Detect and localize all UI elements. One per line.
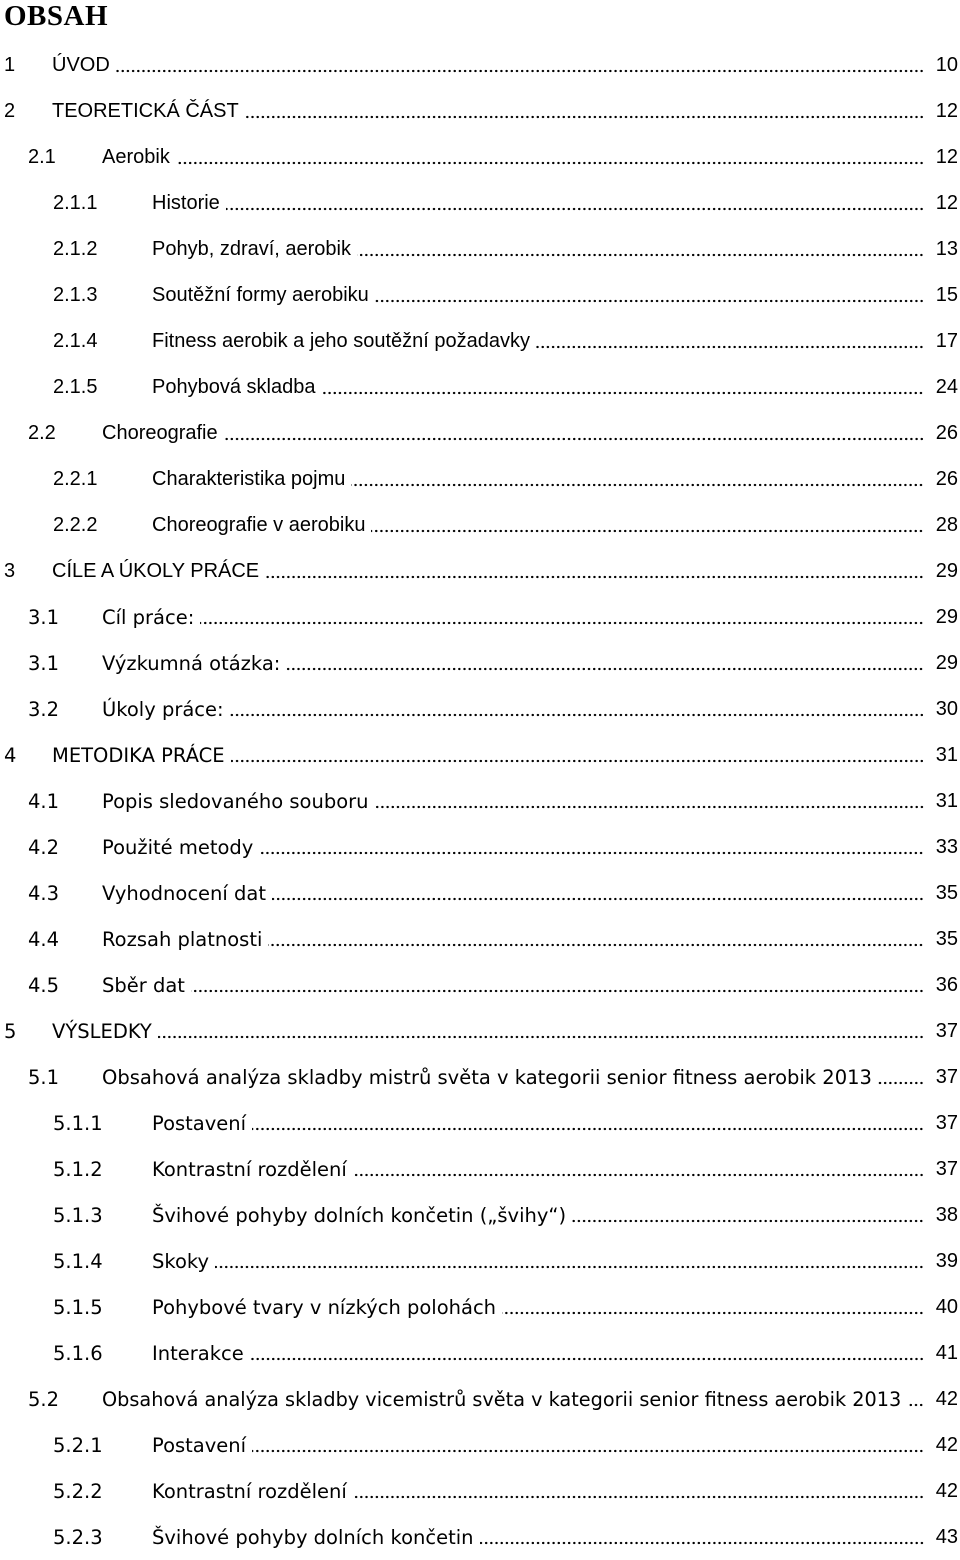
toc-entry-number: 5.1.4: [53, 1249, 103, 1273]
toc-entry-title: Pohybová skladba: [152, 375, 316, 398]
toc-entry-title: Fitness aerobik a jeho soutěžní požadavky: [152, 329, 530, 352]
toc-entry-page: 29: [935, 605, 958, 628]
toc-entry-page: 17: [935, 329, 958, 352]
toc-entry-number: 3: [4, 559, 16, 582]
dot-leader: [224, 436, 924, 442]
toc-entry-title: TEORETICKÁ ČÁST: [52, 99, 239, 122]
toc-entry-page: 37: [935, 1111, 958, 1134]
toc-entry-number: 2.1: [28, 145, 56, 168]
dot-leader: [245, 114, 924, 120]
dot-leader: [116, 68, 924, 74]
toc-entry-title: Historie: [152, 191, 220, 214]
toc-entry-title: Skoky: [152, 1249, 210, 1273]
dot-leader: [878, 1080, 924, 1086]
dot-leader: [371, 528, 924, 534]
toc-entry-2-1-2[interactable]: [0, 226, 960, 272]
toc-entry-4[interactable]: [0, 732, 960, 778]
toc-entry-title: Popis sledovaného souboru: [102, 789, 369, 813]
toc-entry-title: ÚVOD: [52, 53, 110, 76]
toc-entry-number: 5.1: [28, 1065, 60, 1089]
toc-entry-4-2[interactable]: [0, 824, 960, 870]
toc-entry-number: 5.1.5: [53, 1295, 103, 1319]
toc-entry-5-2-2[interactable]: [0, 1468, 960, 1514]
toc-entry-4-1[interactable]: [0, 778, 960, 824]
toc-entry-title: Úkoly práce:: [102, 697, 224, 721]
toc-entry-page: 12: [935, 99, 958, 122]
toc-entry-page: 12: [935, 145, 958, 168]
toc-entry-page: 36: [935, 973, 958, 996]
dot-leader: [375, 804, 925, 810]
toc-entry-page: 31: [935, 743, 958, 766]
toc-entry-5-1[interactable]: [0, 1054, 960, 1100]
toc-entry-title: Vyhodnocení dat: [102, 881, 266, 905]
toc-entry-number: 2.1.2: [53, 237, 98, 260]
toc-entry-page: 37: [935, 1019, 958, 1042]
toc-entry-5-2-3[interactable]: [0, 1514, 960, 1560]
dot-leader: [272, 896, 924, 902]
toc-entry-4-5[interactable]: [0, 962, 960, 1008]
toc-entry-title: Kontrastní rozdělení: [152, 1479, 347, 1503]
dot-leader: [265, 574, 924, 580]
toc-entry-number: 5.1.1: [53, 1111, 103, 1135]
toc-entry-2-2-1[interactable]: [0, 456, 960, 502]
toc-entry-page: 40: [935, 1295, 958, 1318]
toc-entry-5-1-3[interactable]: [0, 1192, 960, 1238]
toc-entry-number: 4: [4, 743, 17, 767]
dot-leader: [353, 1172, 924, 1178]
toc-entry-2-1-5[interactable]: [0, 364, 960, 410]
toc-entry-3-2[interactable]: [0, 686, 960, 732]
toc-entry-page: 42: [935, 1433, 958, 1456]
toc-entry-number: 5.1.3: [53, 1203, 103, 1227]
toc-entry-3-1-question[interactable]: [0, 640, 960, 686]
toc-entry-number: 5.1.2: [53, 1157, 103, 1181]
toc-entry-number: 3.2: [28, 697, 60, 721]
toc-entry-page: 31: [935, 789, 958, 812]
toc-entry-title: Interakce: [152, 1341, 244, 1365]
toc-entry-number: 2: [4, 99, 16, 122]
toc-entry-number: 5.1.6: [53, 1341, 103, 1365]
toc-entry-title: Choreografie: [102, 421, 218, 444]
dot-leader: [321, 390, 924, 396]
toc-entry-title: Výzkumná otázka:: [102, 651, 281, 675]
toc-entry-page: 33: [935, 835, 958, 858]
toc-entry-page: 12: [935, 191, 958, 214]
dot-leader: [480, 1540, 925, 1546]
dot-leader: [158, 1034, 924, 1040]
toc-entry-title: Sběr dat: [102, 973, 185, 997]
dot-leader: [231, 758, 924, 764]
toc-entry-number: 4.2: [28, 835, 60, 859]
toc-entry-title: Soutěžní formy aerobiku: [152, 283, 369, 306]
toc-entry-title: Obsahová analýza skladby vicemistrů světa v kategorii senior fitness aerobik 2013: [102, 1387, 902, 1411]
toc-entry-title: Cíl práce:: [102, 605, 195, 629]
toc-entry-number: 2.2.2: [53, 513, 98, 536]
toc-entry-4-4[interactable]: [0, 916, 960, 962]
toc-entry-title: Pohybové tvary v nízkých polohách: [152, 1295, 497, 1319]
toc-entry-title: Choreografie v aerobiku: [152, 513, 366, 536]
toc-entry-title: Švihové pohyby dolních končetin („švihy“): [152, 1203, 567, 1227]
dot-leader: [375, 298, 924, 304]
toc-entry-title: Postavení: [152, 1433, 247, 1457]
toc-entry-number: 5.2.2: [53, 1479, 103, 1503]
toc-entry-page: 35: [935, 927, 958, 950]
toc-entry-page: 38: [935, 1203, 958, 1226]
toc-entry-page: 37: [935, 1065, 958, 1088]
toc-entry-page: 39: [935, 1249, 958, 1272]
toc-entry-page: 42: [935, 1387, 958, 1410]
toc-entry-3[interactable]: [0, 548, 960, 594]
dot-leader: [572, 1218, 924, 1224]
toc-entry-2[interactable]: [0, 88, 960, 134]
dot-leader: [176, 160, 924, 166]
toc-entry-3-1[interactable]: [0, 594, 960, 640]
dot-leader: [250, 1356, 924, 1362]
toc-entry-number: 1: [4, 53, 16, 76]
toc-entry-number: 5: [4, 1019, 17, 1043]
toc-entry-title: Postavení: [152, 1111, 247, 1135]
dot-leader: [357, 252, 924, 258]
toc-entry-number: 4.1: [28, 789, 60, 813]
toc-entry-page: 28: [935, 513, 958, 536]
dot-leader: [215, 1264, 924, 1270]
toc-entry-number: 4.5: [28, 973, 60, 997]
toc-entry-page: 26: [935, 467, 958, 490]
toc-entry-5-1-4[interactable]: [0, 1238, 960, 1284]
table-of-contents: [0, 42, 960, 1560]
toc-entry-2-1[interactable]: [0, 134, 960, 180]
dot-leader: [259, 850, 924, 856]
toc-entry-2-2[interactable]: [0, 410, 960, 456]
toc-entry-2-1-1[interactable]: [0, 180, 960, 226]
toc-entry-title: VÝSLEDKY: [52, 1019, 152, 1043]
toc-entry-5[interactable]: [0, 1008, 960, 1054]
toc-entry-title: Aerobik: [102, 145, 170, 168]
toc-entry-title: Pohyb, zdraví, aerobik: [152, 237, 351, 260]
toc-entry-number: 4.3: [28, 881, 60, 905]
toc-entry-number: 4.4: [28, 927, 60, 951]
dot-leader: [200, 620, 924, 626]
toc-entry-title: Švihové pohyby dolních končetin: [152, 1525, 474, 1549]
toc-entry-page: 24: [935, 375, 958, 398]
toc-entry-title: Použité metody: [102, 835, 254, 859]
dot-leader: [536, 344, 924, 350]
dot-leader: [286, 666, 924, 672]
dot-leader: [191, 988, 924, 994]
dot-leader: [907, 1402, 924, 1408]
dot-leader: [502, 1310, 924, 1316]
dot-leader: [353, 1494, 924, 1500]
toc-entry-number: 2.1.3: [53, 283, 98, 306]
toc-entry-2-1-4[interactable]: [0, 318, 960, 364]
toc-entry-number: 2.1.4: [53, 329, 98, 352]
toc-entry-5-1-1[interactable]: [0, 1100, 960, 1146]
toc-entry-page: 26: [935, 421, 958, 444]
toc-entry-5-1-5[interactable]: [0, 1284, 960, 1330]
toc-entry-page: 10: [935, 53, 958, 76]
toc-entry-number: 5.2.1: [53, 1433, 103, 1457]
toc-heading: OBSAH: [4, 0, 109, 32]
dot-leader: [226, 206, 924, 212]
toc-entry-number: 2.2: [28, 421, 56, 444]
toc-entry-number: 5.2.3: [53, 1525, 103, 1549]
toc-entry-number: 2.1.5: [53, 375, 98, 398]
toc-entry-page: 35: [935, 881, 958, 904]
toc-entry-title: METODIKA PRÁCE: [52, 743, 225, 767]
dot-leader: [252, 1126, 924, 1132]
toc-entry-page: 30: [935, 697, 958, 720]
toc-entry-2-2-2[interactable]: [0, 502, 960, 548]
toc-entry-1[interactable]: [0, 42, 960, 88]
toc-entry-number: 2.1.1: [53, 191, 98, 214]
toc-entry-5-2[interactable]: [0, 1376, 960, 1422]
dot-leader: [268, 942, 924, 948]
toc-entry-5-1-2[interactable]: [0, 1146, 960, 1192]
toc-entry-page: 41: [935, 1341, 958, 1364]
toc-entry-5-2-1[interactable]: [0, 1422, 960, 1468]
toc-entry-number: 3.1: [28, 605, 60, 629]
toc-entry-number: 2.2.1: [53, 467, 98, 490]
toc-entry-title: CÍLE A ÚKOLY PRÁCE: [52, 559, 260, 582]
toc-entry-page: 43: [935, 1525, 958, 1548]
toc-entry-number: 5.2: [28, 1387, 60, 1411]
toc-entry-title: Obsahová analýza skladby mistrů světa v kategorii senior fitness aerobik 2013: [102, 1065, 872, 1089]
toc-entry-number: 3.1: [28, 651, 60, 675]
toc-entry-title: Charakteristika pojmu: [152, 467, 346, 490]
dot-leader: [230, 712, 924, 718]
toc-entry-2-1-3[interactable]: [0, 272, 960, 318]
toc-entry-title: Rozsah platnosti: [102, 927, 263, 951]
toc-entry-5-1-6[interactable]: [0, 1330, 960, 1376]
toc-entry-page: 13: [935, 237, 958, 260]
dot-leader: [252, 1448, 924, 1454]
toc-entry-page: 42: [935, 1479, 958, 1502]
toc-entry-page: 29: [935, 651, 958, 674]
toc-entry-4-3[interactable]: [0, 870, 960, 916]
toc-entry-page: 29: [935, 559, 958, 582]
toc-entry-title: Kontrastní rozdělení: [152, 1157, 347, 1181]
dot-leader: [351, 482, 924, 488]
toc-entry-page: 15: [935, 283, 958, 306]
toc-entry-page: 37: [935, 1157, 958, 1180]
